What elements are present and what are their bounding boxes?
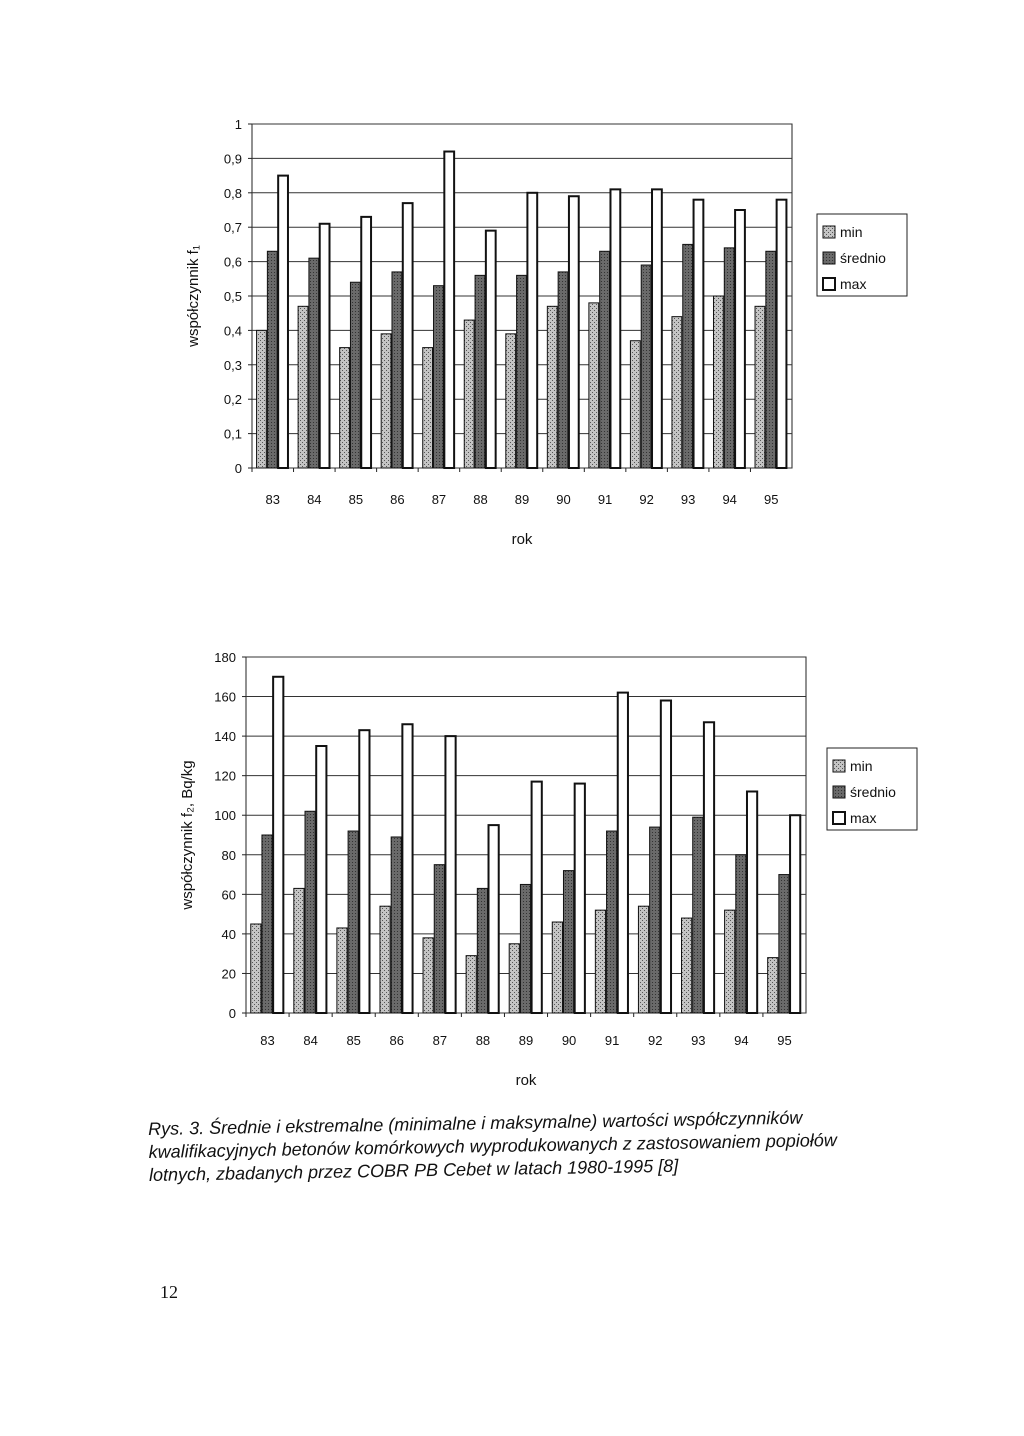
bar-min-93 [672,317,682,468]
y-tick-label: 0,4 [223,323,242,339]
x-tick-label: 86 [390,492,405,507]
x-tick-label: 88 [473,492,488,507]
bar-min-94 [713,296,723,468]
y-axis-title: współczynnik f₂, Bq/kg [179,760,196,910]
legend-swatch-max [833,812,845,824]
y-axis-title: współczynnik f₁ [185,245,202,347]
y-tick-label: 0,3 [223,357,242,373]
bar-max-88 [489,825,499,1013]
bar-min-90 [552,922,562,1013]
bar-srednio-88 [477,888,487,1013]
bar-max-85 [359,730,369,1013]
chart-f1 [0,100,1024,560]
bar-max-87 [444,152,454,468]
x-tick-label: 84 [303,1033,318,1048]
x-tick-label: 91 [597,492,613,507]
page-number: 12 [160,1282,178,1302]
y-tick-label: 1 [234,117,242,132]
y-tick-label: 0 [234,461,242,476]
legend-label: średnio [850,784,896,800]
x-tick-label: 95 [763,492,779,507]
legend-swatch-min [833,760,845,772]
legend-label: min [840,224,863,240]
y-tick-label: 0,9 [223,151,242,167]
bar-max-89 [527,193,537,468]
bar-min-91 [595,910,605,1013]
bar-min-88 [466,956,476,1013]
x-tick-label: 86 [389,1033,405,1048]
bar-srednio-88 [475,275,485,468]
y-tick-label: 0,2 [223,392,242,408]
bar-srednio-92 [650,827,660,1013]
bar-srednio-87 [434,286,444,468]
bar-max-95 [790,815,800,1013]
x-tick-label: 93 [691,1033,706,1048]
y-tick-label: 20 [221,966,236,982]
x-tick-label: 85 [346,1033,361,1048]
x-tick-label: 87 [432,1033,448,1048]
bar-max-92 [661,701,671,1013]
y-tick-label: 80 [221,847,236,863]
bar-max-83 [273,677,283,1013]
y-tick-label: 0,5 [223,289,242,304]
x-tick-label: 84 [307,492,322,507]
bar-min-85 [337,928,347,1013]
bar-max-85 [361,217,371,468]
bar-srednio-83 [262,835,272,1013]
legend-label: max [840,276,867,292]
bar-min-84 [294,888,304,1013]
bar-srednio-95 [779,875,789,1013]
bar-min-94 [725,910,735,1013]
bar-srednio-83 [267,251,277,468]
bar-srednio-90 [558,272,568,468]
x-tick-label: 92 [647,1033,663,1048]
bar-min-83 [257,330,267,468]
bar-srednio-89 [517,275,527,468]
x-axis-title: rok [515,1072,537,1089]
bar-min-85 [340,348,350,468]
bar-max-90 [575,784,585,1013]
bar-max-84 [320,224,330,468]
bar-max-86 [403,203,413,468]
y-tick-label: 0,1 [223,426,242,442]
bar-srednio-91 [607,831,617,1013]
bar-min-86 [380,906,390,1013]
legend-swatch-max [823,278,835,290]
bar-min-90 [547,306,557,468]
bar-srednio-85 [348,831,358,1013]
y-tick-label: 0 [228,1006,236,1021]
legend-swatch-srednio [823,252,835,264]
y-tick-label: 140 [214,729,236,745]
bar-srednio-84 [305,811,315,1013]
x-tick-label: 89 [518,1033,534,1048]
bar-max-87 [445,736,455,1013]
x-tick-label: 94 [722,492,737,507]
bar-max-86 [402,724,412,1013]
x-tick-label: 93 [680,492,696,507]
bar-min-84 [298,306,308,468]
x-tick-label: 83 [265,492,281,507]
bar-srednio-84 [309,258,319,468]
bar-srednio-91 [600,251,610,468]
bar-min-93 [682,918,692,1013]
bar-min-88 [464,320,474,468]
bar-min-95 [768,958,778,1013]
bar-srednio-86 [391,837,401,1013]
bar-max-84 [316,746,326,1013]
bar-max-94 [747,791,757,1013]
y-tick-label: 120 [214,768,236,784]
bar-min-89 [506,334,516,468]
bar-min-89 [509,944,519,1013]
x-tick-label: 94 [734,1033,749,1048]
bar-min-95 [755,306,765,468]
x-axis-title: rok [511,531,533,548]
legend-label: max [850,810,877,826]
y-tick-label: 180 [214,650,236,665]
bar-srednio-89 [520,884,530,1013]
bar-min-92 [638,906,648,1013]
bar-max-93 [694,200,704,468]
legend-swatch-min [823,226,835,238]
legend-label: średnio [840,250,886,266]
legend-label: min [850,758,873,774]
x-tick-label: 90 [556,492,571,507]
bar-srednio-86 [392,272,402,468]
bar-srednio-92 [641,265,651,468]
y-tick-label: 160 [214,689,236,705]
bar-srednio-85 [350,282,360,468]
y-tick-label: 40 [221,926,236,942]
bar-min-92 [630,341,640,468]
bar-max-83 [278,176,288,468]
bar-srednio-93 [693,817,703,1013]
bar-srednio-93 [683,244,693,468]
y-tick-label: 0,7 [223,220,242,236]
legend-swatch-srednio [833,786,845,798]
x-tick-label: 89 [514,492,530,507]
y-tick-label: 60 [221,887,236,903]
bar-max-88 [486,231,496,468]
y-tick-label: 0,8 [223,185,242,201]
legend [817,214,907,296]
bar-min-91 [589,303,599,468]
bar-max-94 [735,210,745,468]
x-tick-label: 85 [348,492,364,507]
bar-srednio-94 [724,248,734,468]
bar-srednio-87 [434,865,444,1013]
chart-f2 [0,630,1024,1089]
bar-max-95 [777,200,787,468]
bar-min-83 [251,924,261,1013]
bar-max-90 [569,196,579,468]
figure-caption: Rys. 3. Średnie i ekstremalne (minimalne i maksymalne) wartości współczynników kwalifikacyjnych betonów komórkowych wyprodukowanych z zastosowaniem popiołów lotnych, zbadanych przez COBR PB Cebet w latach 1980-1995 [8] [148,1107,837,1185]
bar-srednio-90 [563,871,573,1013]
x-tick-label: 88 [475,1033,491,1048]
x-tick-label: 90 [561,1033,577,1048]
legend [827,748,917,830]
bar-max-92 [652,189,662,468]
x-tick-label: 95 [777,1033,792,1048]
bar-srednio-94 [736,855,746,1013]
bar-max-91 [610,189,620,468]
bar-min-86 [381,334,391,468]
x-tick-label: 83 [260,1033,275,1048]
x-tick-label: 92 [639,492,654,507]
x-tick-label: 87 [431,492,447,507]
bar-srednio-95 [766,251,776,468]
bar-min-87 [423,938,433,1013]
bar-max-93 [704,722,714,1013]
bar-max-91 [618,693,628,1013]
y-tick-label: 100 [214,808,236,824]
y-tick-label: 0,6 [223,254,242,270]
bar-max-89 [532,782,542,1013]
bar-min-87 [423,348,433,468]
x-tick-label: 91 [604,1033,620,1048]
